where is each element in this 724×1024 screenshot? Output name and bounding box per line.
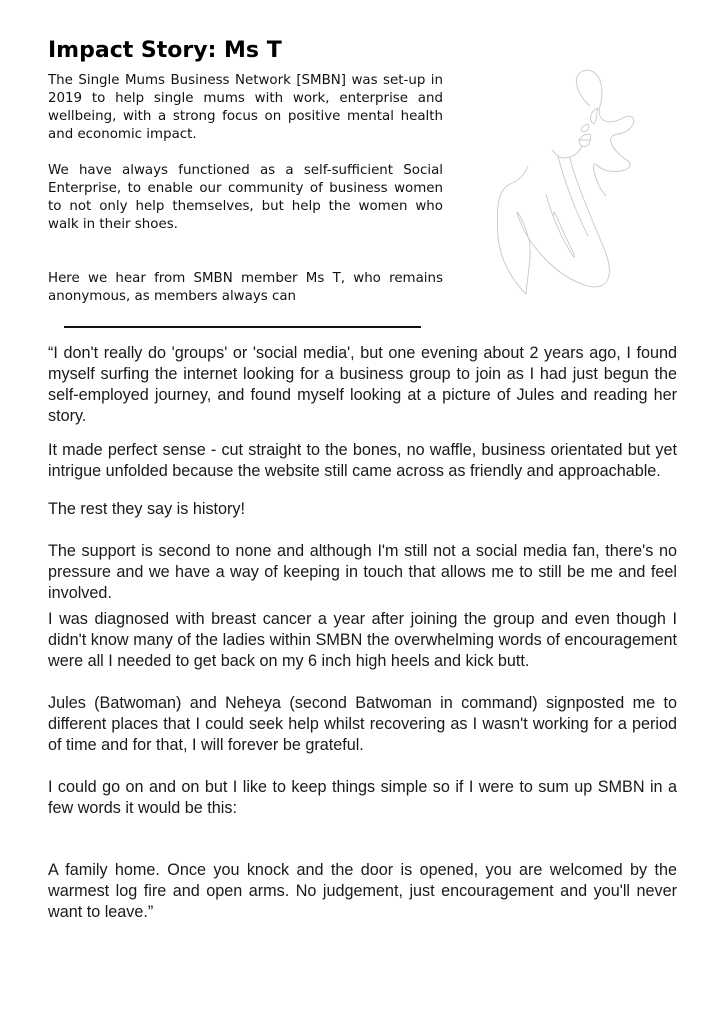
story-paragraph: A family home. Once you knock and the door is opened, you are welcomed by the warmest log fire and open arms. No judgement, just encouragement and you'll never want to leave.” [48, 861, 677, 921]
story-paragraph: “I don't really do 'groups' or 'social media', but one evening about 2 years ago, I found myself surfing the internet looking for a business group to join as I had just begun the self-employed journey, and found myself looking at a picture of Jules and reading her story. [48, 344, 677, 425]
story-paragraph: The support is second to none and although I'm still not a social media fan, there's no pressure and we have a way of keeping in touch that allows me to still be me and feel involved. [48, 542, 677, 602]
intro-paragraph: We have always functioned as a self-sufficient Social Enterprise, to enable our community of business women to not only help themselves, but help the women who walk in their shoes. [48, 163, 443, 232]
story-paragraph: I was diagnosed with breast cancer a year after joining the group and even though I didn't know many of the ladies within SMBN the overwhelming words of encouragement were all I needed to get back on my 6 inch high heels and kick butt. [48, 610, 677, 670]
line-art-woman-illustration [478, 66, 648, 296]
testimonial-section [48, 343, 677, 923]
story-paragraph: The rest they say is history! [48, 500, 246, 518]
story-paragraph: It made perfect sense - cut straight to the bones, no waffle, business orientated but yet intrigue unfolded because the website still came across as friendly and approachable. [48, 441, 677, 480]
intro-section [48, 72, 443, 306]
intro-paragraph: Here we hear from SMBN member Ms T, who remains anonymous, as members always can [48, 271, 443, 304]
divider-line [64, 326, 421, 328]
page-title: Impact Story: Ms T [48, 38, 282, 63]
intro-paragraph: The Single Mums Business Network [SMBN] was set-up in 2019 to help single mums with work, enterprise and wellbeing, with a strong focus on positive mental health and economic impact. [48, 73, 443, 142]
story-paragraph: Jules (Batwoman) and Neheya (second Batwoman in command) signposted me to different places that I could seek help whilst recovering as I wasn't working for a period of time and for that, I will forever be grateful. [48, 694, 677, 754]
story-paragraph: I could go on and on but I like to keep things simple so if I were to sum up SMBN in a few words it would be this: [48, 778, 677, 817]
